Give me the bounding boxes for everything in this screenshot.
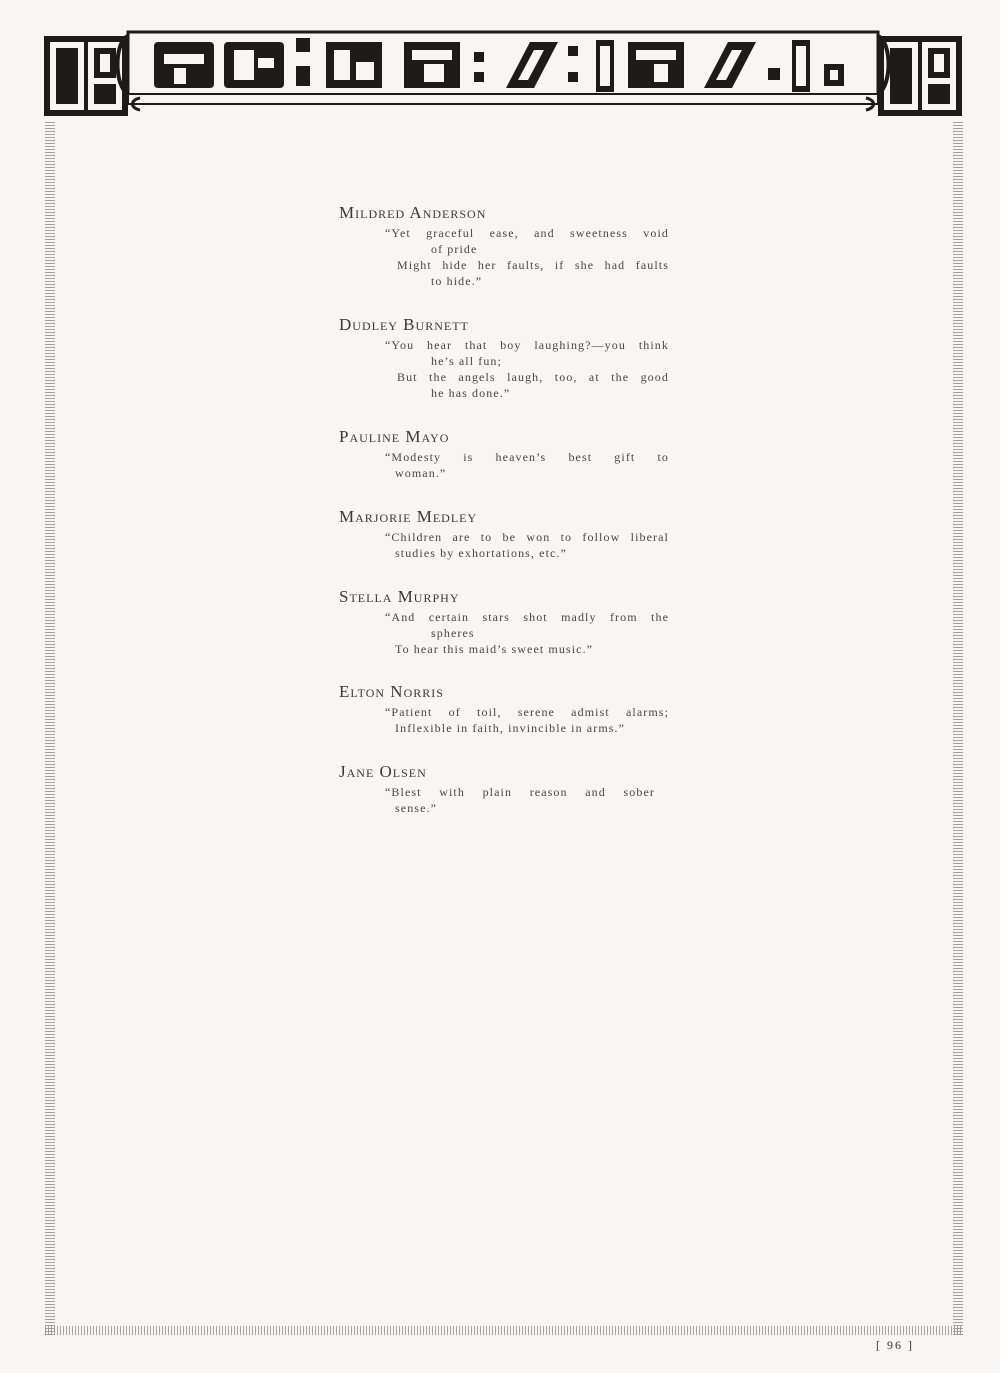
quote-line: he has done.” [431,386,511,400]
senior-quote [385,609,669,657]
quote-line: woman.” [395,466,447,480]
quote-line: “Children are to be won to follow liberal [385,530,669,544]
entry [339,203,669,289]
quote-line: Might hide her faults, if she had faults [397,258,669,272]
entry [339,427,669,481]
quote-line: of pride [431,242,478,256]
header-banner [44,28,962,120]
quote-line: spheres [431,626,475,640]
senior-name: Stella Murphy [339,587,460,606]
senior-quote [385,704,669,736]
senior-name: Pauline Mayo [339,427,450,446]
senior-quote [385,449,669,481]
quote-line: “Patient of toil, serene admist alarms; [385,705,669,719]
senior-quote [385,225,669,289]
quote-line: To hear this maid’s sweet music.” [395,642,594,656]
right-border [953,120,963,1335]
svg-text:19: 19 [85,98,87,99]
entry [339,762,669,816]
quote-line: But the angels laugh, too, at the good [397,370,669,384]
entry [339,682,669,736]
senior-name: Elton Norris [339,682,444,701]
senior-name: Jane Olsen [339,762,427,781]
senior-quote [385,337,669,401]
quote-line: “Blest with plain reason and sober [385,785,655,799]
quote-line: studies by exhortations, etc.” [395,546,567,560]
quote-line: “Modesty is heaven’s best gift to [385,450,669,464]
senior-quote [385,784,669,816]
quote-line: sense.” [395,801,438,815]
entry [339,507,669,561]
right-year-block [878,36,962,116]
page-number: [ 96 ] [876,1338,914,1352]
left-year-block [44,36,128,116]
left-border [45,120,55,1335]
entry [339,587,669,657]
quote-line: “And certain stars shot madly from the [385,610,669,624]
bottom-border [45,1326,963,1335]
senior-quote [385,529,669,561]
quote-line: to hide.” [431,274,483,288]
quote-line: Inflexible in faith, invincible in arms.” [395,721,626,735]
entry [339,315,669,401]
quote-line: “You hear that boy laughing?—you think [385,338,669,352]
senior-name: Marjorie Medley [339,507,478,526]
quote-line: he’s all fun; [431,354,502,368]
senior-name: Mildred Anderson [339,203,487,222]
quote-line: “Yet graceful ease, and sweetness void [385,226,669,240]
senior-name: Dudley Burnett [339,315,469,334]
